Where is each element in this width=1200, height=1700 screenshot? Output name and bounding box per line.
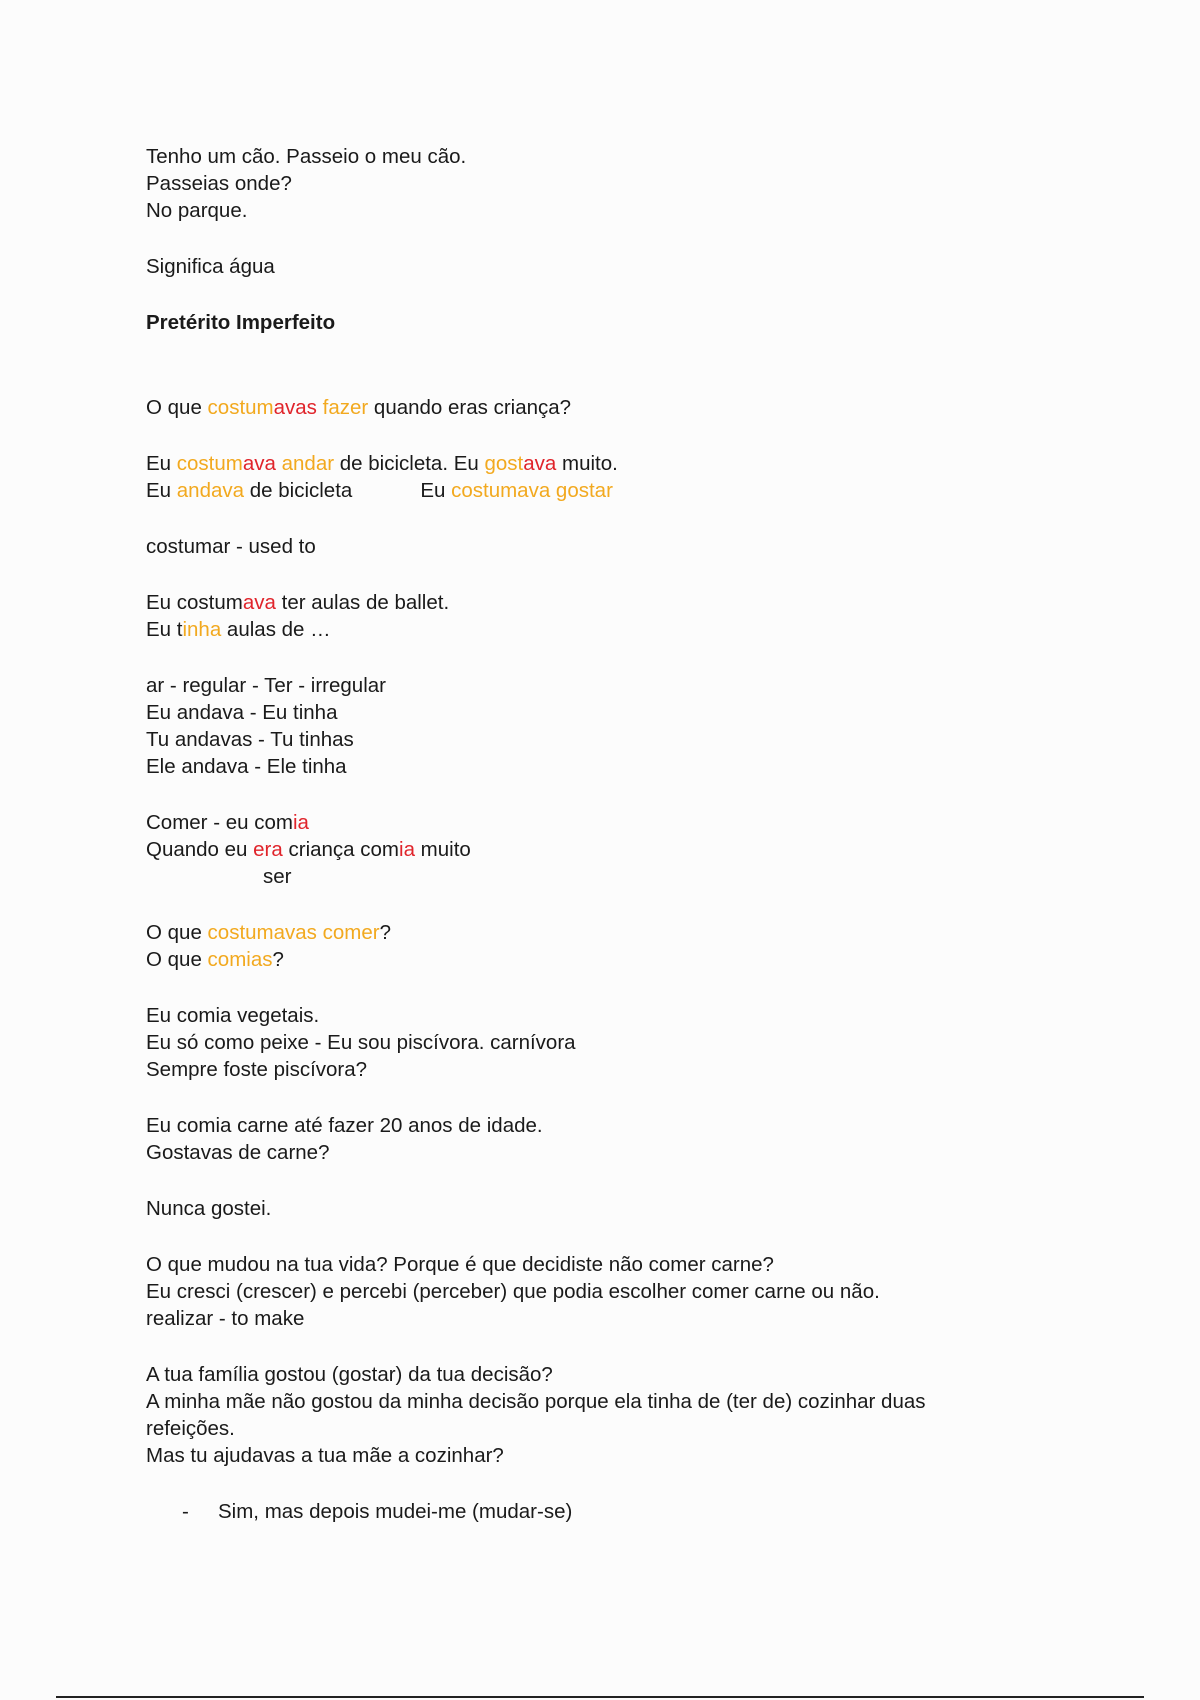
text-line: Comer - eu comia [146,811,309,834]
text-line: No parque. [146,199,248,222]
list-item: - Sim, mas depois mudei-me (mudar-se) [182,1500,573,1523]
text-line: Tenho um cão. Passeio o meu cão. [146,145,467,168]
bullet-marker: - [182,1500,189,1523]
text-line: Eu comia vegetais. [146,1004,320,1027]
text-line: Gostavas de carne? [146,1141,330,1164]
text-line: realizar - to make [146,1307,305,1330]
text-line: Eu só como peixe - Eu sou piscívora. carnívora [146,1031,576,1054]
text-line: A minha mãe não gostou da minha decisão porque ela tinha de (ter de) cozinhar duas [146,1390,926,1413]
question-line: O que comias? [146,948,284,971]
text-line: Eu cresci (crescer) e percebi (perceber) que podia escolher comer carne ou não. [146,1280,880,1303]
document-body [146,143,1146,1525]
text-line: costumar - used to [146,535,316,558]
answer-line: Eu andava de bicicleta Eu costumava gostar [146,479,613,502]
text-line: A tua família gostou (gostar) da tua decisão? [146,1363,553,1386]
text-line: Significa água [146,255,275,278]
text-line: refeições. [146,1417,235,1440]
answer-line: Eu costumava andar de bicicleta. Eu gostava muito. [146,452,618,475]
text-line: Ele andava - Ele tinha [146,755,347,778]
section-heading: Pretérito Imperfeito [146,311,336,334]
page-divider [56,1696,1144,1698]
text-line: Quando eu era criança comia muito [146,838,471,861]
text-line: Passeias onde? [146,172,292,195]
text-line: Eu comia carne até fazer 20 anos de idade. [146,1114,543,1137]
text-line: O que mudou na tua vida? Porque é que decidiste não comer carne? [146,1253,774,1276]
question-line: O que costumavas comer? [146,921,391,944]
question-line: O que costumavas fazer quando eras criança? [146,396,572,419]
text-line: Nunca gostei. [146,1197,272,1220]
text-line: Eu andava - Eu tinha [146,701,338,724]
text-line: Eu costumava ter aulas de ballet. [146,591,450,614]
text-line: Eu tinha aulas de … [146,618,331,641]
text-line: Mas tu ajudavas a tua mãe a cozinhar? [146,1444,504,1467]
text-line: Tu andavas - Tu tinhas [146,728,354,751]
text-line: ar - regular - Ter - irregular [146,674,386,697]
text-line: ser [263,865,292,888]
text-line: Sempre foste piscívora? [146,1058,368,1081]
